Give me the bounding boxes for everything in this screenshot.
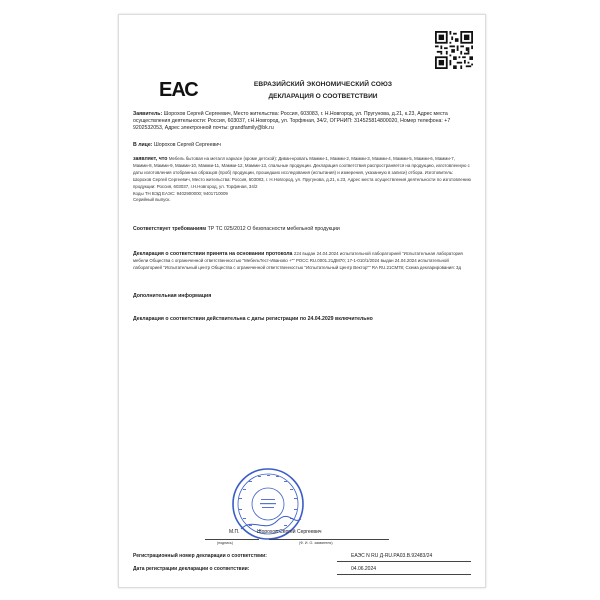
additional-section [133, 293, 471, 300]
registration-date-line [337, 574, 471, 575]
declares-section [133, 156, 471, 203]
conforms-label: Соответствует требованиям [133, 226, 207, 232]
validity-suffix: включительно [335, 316, 373, 322]
conforms-text: ТР ТС 025/2012 О безопасности мебельной продукции [207, 226, 340, 232]
registration-date: 04.06.2024 [351, 566, 377, 572]
person-label: В лице: [133, 142, 153, 148]
basis-label: Декларация о соответствии принята на основании протокола [133, 251, 293, 257]
registration-number-row [133, 553, 471, 559]
signature-caption: (подпись) [217, 541, 233, 545]
signature-line [205, 539, 259, 540]
person-section [133, 142, 471, 149]
name-line [269, 539, 389, 540]
qr-code-icon [435, 31, 473, 69]
declares-text: Мебель бытовая на металл каркасе (кроме детской): Диван-кровать Мамми-1, Мамми-2, Мамми-3, Мамми-4, Мамми-5, Мамми-6, Мамми-7, Мамми-8, Мамми-9, Мамми-10, Мамми-11, Мамми-12, Мамми-13, спальные продукции. Декларация соответствия распространяется на продукцию, изготовленную с даты изготовления отобранных образцов (проб) продукции, прошедших исследования (испытания) и измерения, указанную в записи) отбора. Изготовитель: Шорохов Сергей Сергеевич, Место жительства: Россия, 603083, г. Н.Новгород, ул. Пругунова, д.21, к.23, Адрес места осуществления деятельности по изготовлению продукции: Россия, 603037, г.Н.Новгород, ул. Торфяная, 34/2 [133, 156, 471, 189]
serial-text: Серийный выпуск. [133, 197, 171, 202]
additional-label: Дополнительная информация [133, 293, 212, 299]
validity-section [133, 316, 383, 323]
registration-date-label: Дата регистрации декларации о соответствии: [133, 566, 250, 572]
registration-number-label: Регистрационный номер декларации о соответствии: [133, 553, 267, 559]
validity-label: Декларация о соответствии действительна с даты регистрации по [133, 316, 307, 322]
applicant-text: Шорохов Сергей Сергеевич, Место жительства: Россия, 603083, г. Н.Новгород, ул. Пругунова, д.21, к.23, Адрес места осуществления деятельности: Россия, 603037, г.Н.Новгород, ул. Торфяная, 34/2, ОГРНИП: 314525814800020, Номер телефона: +7 9202532053, Адрес электронной почты: grandfamily@bk.ru [133, 111, 451, 131]
conforms-section [133, 226, 471, 233]
declares-label: заявляет, что [133, 156, 168, 162]
applicant-label: Заявитель: [133, 111, 163, 117]
basis-text: 224 выдан 24.04.2024 испытательной лабораторией "Испытательная лаборатория мебели Общества с ограниченной ответственностью "МебельТест-Иваново +"" РОСС RU.0001.21ДМ70; 17-1-010/1/2024 выдан 24.04.2024 испытательной лабораторией "Испытательный центр Общества с ограниченной ответственностью "Испытательный Центр Вектор"" RA RU.21СМ78; Схема декларирования: 3д [133, 251, 463, 270]
name-caption: (Ф. И. О. заявителя) [299, 541, 333, 545]
eac-logo: ЕАС [159, 79, 198, 101]
validity-date: 24.04.2029 [307, 316, 334, 322]
registration-number-line [337, 561, 471, 562]
applicant-section [133, 111, 471, 132]
union-title: ЕВРАЗИЙСКИЙ ЭКОНОМИЧЕСКИЙ СОЮЗ [253, 81, 393, 88]
page-title: ДЕКЛАРАЦИЯ О СООТВЕТСТВИИ [268, 93, 378, 100]
signatory-name: Шорохов Сергей Сергеевич [257, 529, 322, 535]
registration-number: ЕАЭС N RU Д-RU.РА03.В.92483/24 [351, 553, 433, 559]
basis-section [133, 251, 471, 272]
mp-mark: М.П. [229, 529, 240, 535]
codes-text: Коды ТН ВЭД ЕАЭС: 9402900000; 9401710009 [133, 191, 228, 196]
declaration-document [118, 14, 486, 588]
registration-date-row [133, 566, 471, 572]
person-text: Шорохов Сергей Сергеевич [153, 142, 221, 148]
